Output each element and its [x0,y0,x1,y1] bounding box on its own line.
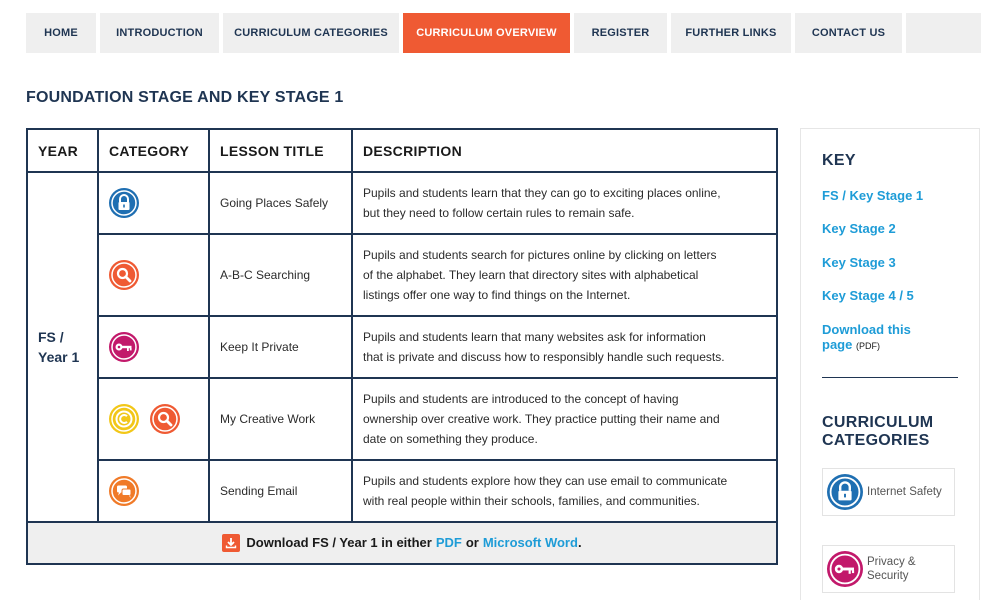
category-cell [98,234,209,316]
lesson-title: Going Places Safely [209,172,352,234]
nav-contact-us[interactable]: CONTACT US [795,13,902,53]
download-suffix: . [577,535,582,550]
desc-line: listings offer one way to find things on the Internet. [363,288,631,302]
lesson-description [352,316,777,378]
header-category: CATEGORY [98,129,209,172]
lesson-description [352,234,777,316]
category-card-label [867,555,916,583]
category-card-label-line1: Privacy & [867,556,916,568]
page-title: FOUNDATION STAGE AND KEY STAGE 1 [26,89,344,106]
chat-icon[interactable] [109,476,139,506]
nav-register[interactable]: REGISTER [574,13,667,53]
header-year: YEAR [27,129,98,172]
nav-filler [906,13,981,53]
category-card-privacy-security[interactable] [822,545,955,593]
nav-home[interactable]: HOME [26,13,96,53]
desc-line: but they need to follow certain rules to remain safe. [363,206,635,220]
desc-line: date on something they produce. [363,432,538,446]
categories-heading-line2: CATEGORIES [822,432,930,449]
download-icon[interactable] [222,534,240,552]
desc-line: of the alphabet. They learn that directory sites with alphabetical [363,268,699,282]
download-cell [27,522,777,564]
nav-curriculum-categories[interactable]: CURRICULUM CATEGORIES [223,13,399,53]
nav-curriculum-overview[interactable]: CURRICULUM OVERVIEW [403,13,570,53]
category-cell [98,378,209,460]
category-card-label: Internet Safety [867,486,942,498]
key-link-ks45[interactable]: Key Stage 4 / 5 [822,288,914,303]
curriculum-table [26,128,776,565]
magnifier-icon[interactable] [109,260,139,290]
key-icon [827,551,863,587]
key-heading: KEY [822,152,856,169]
download-word-link[interactable]: Microsoft Word [482,535,578,550]
lesson-title: Sending Email [209,460,352,522]
desc-line: Pupils and students learn that many websites ask for information [363,330,706,344]
table-row [27,316,777,378]
main-nav [26,13,981,53]
categories-heading-line1: CURRICULUM [822,414,934,431]
desc-line: Pupils and students search for pictures online by clicking on letters [363,248,717,262]
copyright-icon[interactable] [109,404,139,434]
magnifier-icon[interactable] [150,404,180,434]
lesson-title: A-B-C Searching [209,234,352,316]
category-card-internet-safety[interactable] [822,468,955,516]
table-row [27,378,777,460]
category-card-label-line2: Security [867,570,909,582]
desc-line: Pupils and students are introduced to the concept of having [363,392,679,406]
year-cell [27,172,98,522]
table-row [27,460,777,522]
key-link-fs-ks1[interactable]: FS / Key Stage 1 [822,188,924,203]
nav-further-links[interactable]: FURTHER LINKS [671,13,791,53]
table-row [27,234,777,316]
download-row [27,522,777,564]
desc-line: Pupils and students explore how they can use email to communicate [363,474,728,488]
sidebar-divider [822,377,958,378]
categories-heading [822,414,933,450]
download-pdf-link[interactable]: PDF [435,535,462,550]
lesson-description [352,460,777,522]
category-cell [98,172,209,234]
lesson-title: My Creative Work [209,378,352,460]
lesson-description [352,172,777,234]
lesson-title: Keep It Private [209,316,352,378]
download-page-format: (PDF) [855,341,880,351]
key-icon[interactable] [109,332,139,362]
desc-line: ownership over creative work. They practice putting their name and [363,412,720,426]
nav-introduction[interactable]: INTRODUCTION [100,13,219,53]
desc-line: that is private and discuss how to responsibly handle such requests. [363,350,725,364]
desc-line: with real people within their schools, families, and communities. [363,494,700,508]
year-line2: Year 1 [38,349,80,365]
key-link-ks3[interactable]: Key Stage 3 [822,255,896,270]
key-link-ks2[interactable]: Key Stage 2 [822,221,896,236]
download-page-line2: page [822,337,853,352]
download-prefix: Download FS / Year 1 in either [246,535,432,550]
header-description: DESCRIPTION [352,129,777,172]
lock-icon[interactable] [109,188,139,218]
year-line1: FS / [38,329,64,345]
lock-icon [827,474,863,510]
category-cell [98,460,209,522]
table-row [27,172,777,234]
header-lesson-title: LESSON TITLE [209,129,352,172]
category-cell [98,316,209,378]
download-page-link[interactable] [822,322,911,354]
download-or: or [465,535,479,550]
table-header-row [27,129,777,172]
sidebar [800,128,980,600]
desc-line: Pupils and students learn that they can go to exciting places online, [363,186,721,200]
download-page-line1: Download this [822,322,911,337]
lesson-description [352,378,777,460]
